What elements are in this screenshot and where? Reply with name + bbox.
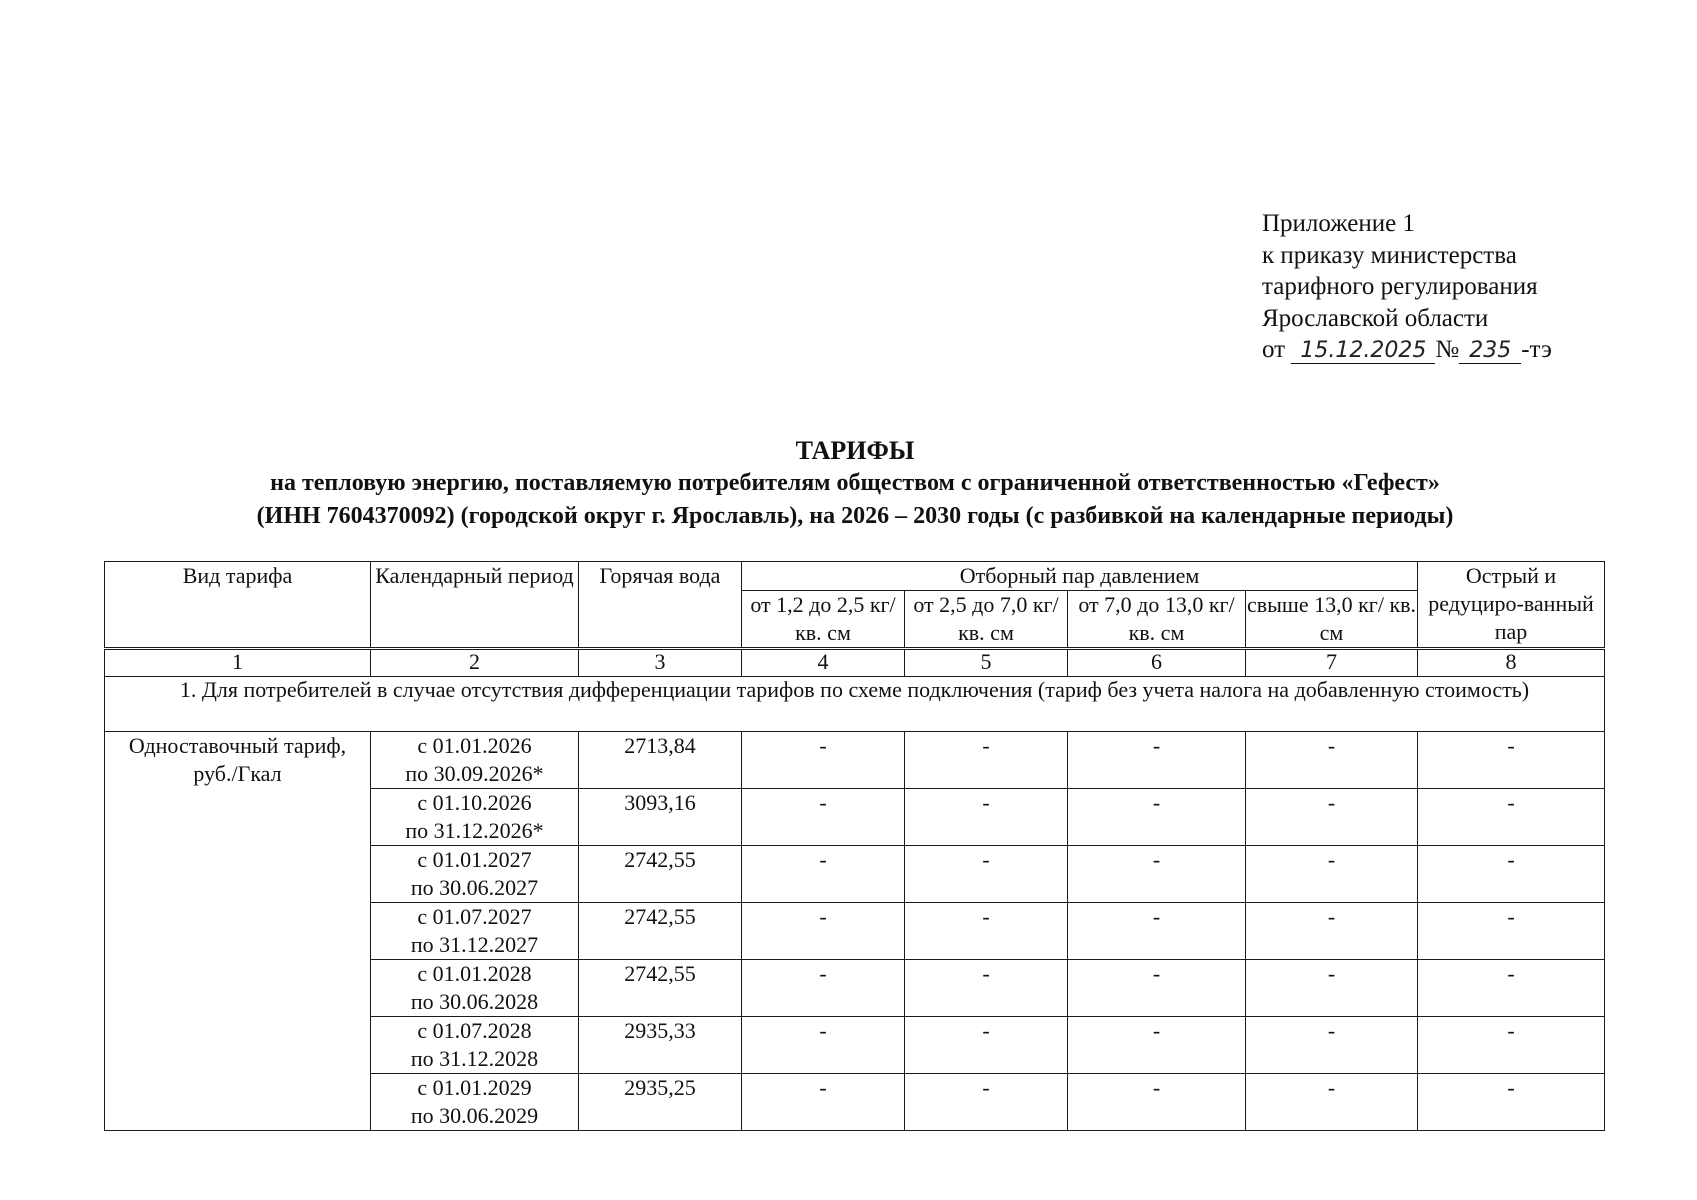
hot-water-value: 2742,55 xyxy=(579,903,742,960)
steam-1-value: - xyxy=(742,1074,905,1131)
header-hot-water: Горячая вода xyxy=(579,562,742,649)
header-steam-group: Отборный пар давлением xyxy=(742,562,1418,591)
period-to: по 30.09.2026* xyxy=(405,761,544,786)
sharp-steam-value: - xyxy=(1418,789,1605,846)
steam-3-value: - xyxy=(1068,1017,1246,1074)
header-row-1 xyxy=(105,562,1605,591)
order-number-label: № xyxy=(1435,336,1460,363)
order-suffix: -тэ xyxy=(1521,336,1552,363)
hot-water-value: 3093,16 xyxy=(579,789,742,846)
steam-3-value: - xyxy=(1068,1074,1246,1131)
period-from: с 01.07.2028 xyxy=(417,1018,532,1043)
column-number: 7 xyxy=(1246,649,1418,677)
hot-water-value: 2742,55 xyxy=(579,960,742,1017)
steam-4-value: - xyxy=(1246,1017,1418,1074)
column-number: 4 xyxy=(742,649,905,677)
header-sharp-steam: Острый и редуциро-ванный пар xyxy=(1418,562,1605,649)
period-to: по 31.12.2027 xyxy=(410,932,539,957)
section-row xyxy=(105,677,1605,732)
steam-4-value: - xyxy=(1246,960,1418,1017)
steam-4-value: - xyxy=(1246,1074,1418,1131)
appendix-block xyxy=(1262,208,1552,366)
period-to: по 31.12.2028 xyxy=(410,1046,539,1071)
steam-1-value: - xyxy=(742,846,905,903)
period-to: по 30.06.2029 xyxy=(410,1103,539,1128)
steam-2-value: - xyxy=(905,1017,1068,1074)
steam-2-value: - xyxy=(905,1074,1068,1131)
hot-water-value: 2742,55 xyxy=(579,846,742,903)
header-steam-2-5-7: от 2,5 до 7,0 кг/ кв. см xyxy=(905,591,1068,649)
steam-1-value: - xyxy=(742,732,905,789)
period-cell xyxy=(371,1017,579,1074)
steam-1-value: - xyxy=(742,960,905,1017)
header-steam-7-13: от 7,0 до 13,0 кг/ кв. см xyxy=(1068,591,1246,649)
document-subtitle-line2: (ИНН 7604370092) (городской округ г. Ярославль), на 2026 – 2030 годы (с разбивкой на календарные периоды) xyxy=(256,503,1454,529)
period-from: с 01.07.2027 xyxy=(417,904,532,929)
column-number: 2 xyxy=(371,649,579,677)
steam-4-value: - xyxy=(1246,903,1418,960)
sharp-steam-value: - xyxy=(1418,1017,1605,1074)
appendix-order-line: к приказу министерства xyxy=(1262,241,1517,269)
steam-2-value: - xyxy=(905,789,1068,846)
period-cell xyxy=(371,1074,579,1131)
column-number-row xyxy=(105,649,1605,677)
steam-2-value: - xyxy=(905,732,1068,789)
table-row xyxy=(105,732,1605,789)
period-to: по 30.06.2027 xyxy=(410,875,539,900)
column-number: 6 xyxy=(1068,649,1246,677)
steam-2-value: - xyxy=(905,846,1068,903)
steam-2-value: - xyxy=(905,960,1068,1017)
period-from: с 01.01.2029 xyxy=(417,1075,532,1100)
tariffs-table xyxy=(104,561,1605,1131)
sharp-steam-value: - xyxy=(1418,732,1605,789)
period-cell xyxy=(371,732,579,789)
period-cell xyxy=(371,846,579,903)
order-date: 15.12.2025 xyxy=(1291,339,1435,364)
hot-water-value: 2713,84 xyxy=(579,732,742,789)
header-tariff-type: Вид тарифа xyxy=(105,562,371,649)
section-title: 1. Для потребителей в случае отсутствия дифференциации тарифов по схеме подключения (тариф без учета налога на добавленную стоимость) xyxy=(105,677,1605,732)
sharp-steam-value: - xyxy=(1418,960,1605,1017)
steam-1-value: - xyxy=(742,789,905,846)
steam-3-value: - xyxy=(1068,732,1246,789)
appendix-date-line xyxy=(1262,334,1552,366)
period-to: по 31.12.2026* xyxy=(405,818,544,843)
sharp-steam-value: - xyxy=(1418,903,1605,960)
header-calendar-period: Календарный период xyxy=(371,562,579,649)
period-from: с 01.01.2027 xyxy=(417,847,532,872)
period-to: по 30.06.2028 xyxy=(410,989,539,1014)
appendix-region-line: Ярославской области xyxy=(1262,304,1489,332)
column-number: 3 xyxy=(579,649,742,677)
steam-4-value: - xyxy=(1246,846,1418,903)
period-from: с 01.01.2028 xyxy=(417,961,532,986)
appendix-from-label: от xyxy=(1262,336,1286,363)
period-from: с 01.10.2026 xyxy=(417,790,532,815)
steam-2-value: - xyxy=(905,903,1068,960)
period-cell xyxy=(371,903,579,960)
steam-1-value: - xyxy=(742,903,905,960)
steam-3-value: - xyxy=(1068,789,1246,846)
tariff-type-cell: Одноставочный тариф, руб./Гкал xyxy=(105,732,371,1131)
period-cell xyxy=(371,960,579,1017)
column-number: 5 xyxy=(905,649,1068,677)
period-from: с 01.01.2026 xyxy=(417,733,532,758)
hot-water-value: 2935,25 xyxy=(579,1074,742,1131)
steam-3-value: - xyxy=(1068,903,1246,960)
appendix-ministry-line: тарифного регулирования xyxy=(1262,273,1538,300)
header-steam-over-13: свыше 13,0 кг/ кв. см xyxy=(1246,591,1418,649)
sharp-steam-value: - xyxy=(1418,846,1605,903)
period-cell xyxy=(371,789,579,846)
steam-4-value: - xyxy=(1246,789,1418,846)
document-subtitle-line1: на тепловую энергию, поставляемую потребителям обществом с ограниченной ответственностью «Гефест» xyxy=(270,470,1440,496)
steam-1-value: - xyxy=(742,1017,905,1074)
column-number: 1 xyxy=(105,649,371,677)
steam-4-value: - xyxy=(1246,732,1418,789)
steam-3-value: - xyxy=(1068,846,1246,903)
column-number: 8 xyxy=(1418,649,1605,677)
order-number: 235 xyxy=(1459,339,1521,364)
header-steam-1-2-5: от 1,2 до 2,5 кг/ кв. см xyxy=(742,591,905,649)
document-title: ТАРИФЫ xyxy=(795,436,915,465)
hot-water-value: 2935,33 xyxy=(579,1017,742,1074)
steam-3-value: - xyxy=(1068,960,1246,1017)
sharp-steam-value: - xyxy=(1418,1074,1605,1131)
appendix-title: Приложение 1 xyxy=(1262,210,1415,237)
